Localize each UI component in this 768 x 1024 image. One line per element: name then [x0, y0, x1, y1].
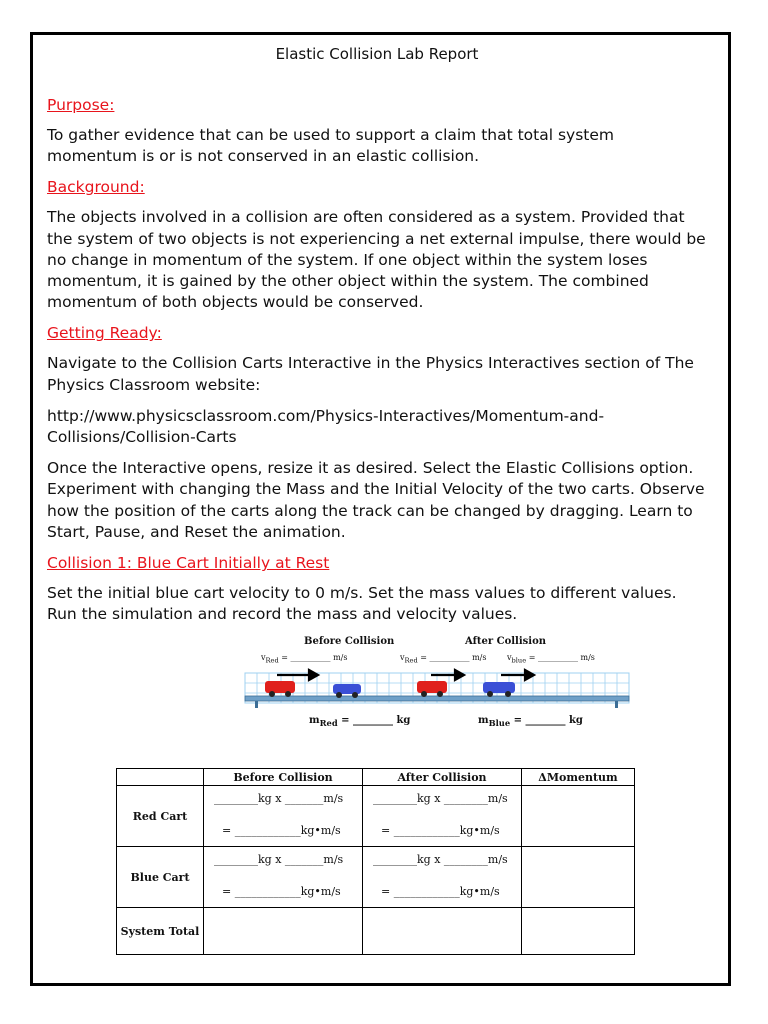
table-header-delta-momentum: ΔMomentum: [522, 769, 635, 786]
purpose-text: To gather evidence that can be used to support a claim that total system momentum is or is not conserved in an elastic collision.: [47, 126, 615, 166]
v-red-before-label: $v_{Red}$ = __________ m/s: [261, 653, 348, 666]
cart-track-illustration: [117, 635, 637, 745]
blue-cart-delta-cell[interactable]: [522, 847, 635, 908]
background-text: The objects involved in a collision are often considered as a system. Provided that the system of two objects is not experiencing a net external impulse, there would be no change in momentum of the system. If one object within the system loses momentum, it is gained by the other object within the system. The combined momentum of both objects would be conserved.: [47, 208, 706, 312]
red-cart-before-cell[interactable]: [204, 786, 363, 847]
before-collision-label: Before Collision: [304, 636, 395, 648]
red-after-momentum: = ____________kg•m/s: [381, 824, 500, 837]
blue-after-mass-velocity: ________kg x ________m/s: [373, 853, 508, 866]
blue-cart-before-cell[interactable]: [204, 847, 363, 908]
mass-red-label: $m_{Red}$ = ________ kg: [309, 715, 411, 729]
blue-before-momentum: = ____________kg•m/s: [222, 885, 341, 898]
instructions-text: Once the Interactive opens, resize it as desired. Select the Elastic Collisions option. Experiment with changing the Mass and the Initial Velocity of the two carts. Observe how the position of the carts along the track can be changed by dragging. Learn to Start, Pause, and Reset the animation.: [47, 459, 705, 541]
row-label-red-cart: Red Cart: [117, 786, 204, 847]
red-cart-delta-cell[interactable]: [522, 786, 635, 847]
website-url: http://www.physicsclassroom.com/Physics-Interactives/Momentum-and-Collisions/Collision-Carts: [47, 406, 605, 447]
getting-ready-text: Navigate to the Collision Carts Interactive in the Physics Interactives section of The Physics Classroom website:: [47, 354, 694, 394]
system-delta-cell[interactable]: [522, 908, 635, 955]
getting-ready-heading: Getting Ready:: [47, 324, 162, 343]
collision-1-heading: Collision 1: Blue Cart Initially at Rest: [47, 554, 330, 573]
system-after-cell[interactable]: [363, 908, 522, 955]
document-body: [47, 44, 707, 745]
blue-after-momentum: = ____________kg•m/s: [381, 885, 500, 898]
table-header-row: [117, 769, 635, 786]
table-row: [117, 786, 635, 847]
red-after-mass-velocity: ________kg x ________m/s: [373, 792, 508, 805]
v-blue-after-label: $v_{blue}$ = __________ m/s: [507, 653, 595, 666]
red-before-mass-velocity: ________kg x _______m/s: [214, 792, 344, 805]
purpose-heading: Purpose:: [47, 96, 115, 114]
mass-blue-label: $m_{Blue}$ = ________ kg: [478, 715, 583, 729]
table-header-blank: [117, 769, 204, 786]
momentum-data-table: [116, 768, 635, 955]
table-row: [117, 847, 635, 908]
collision-1-text: Set the initial blue cart velocity to 0 m/s. Set the mass values to different values. Run the simulation and record the mass and velocity values.: [47, 584, 677, 624]
blue-before-mass-velocity: ________kg x _______m/s: [214, 853, 344, 866]
table-row: [117, 908, 635, 955]
system-before-cell[interactable]: [204, 908, 363, 955]
background-heading: Background:: [47, 178, 145, 197]
table-header-after: After Collision: [363, 769, 522, 786]
table-header-before: Before Collision: [204, 769, 363, 786]
document-title: Elastic Collision Lab Report: [275, 45, 479, 63]
row-label-system-total: System Total: [117, 908, 204, 955]
row-label-blue-cart: Blue Cart: [117, 847, 204, 908]
red-cart-after-cell[interactable]: [363, 786, 522, 847]
blue-cart-after-cell[interactable]: [363, 847, 522, 908]
after-collision-label: After Collision: [465, 636, 547, 648]
red-before-momentum: = ____________kg•m/s: [222, 824, 341, 837]
collision-figure: [117, 635, 637, 745]
v-red-after-label: $v_{Red}$ = __________ m/s: [400, 653, 487, 666]
